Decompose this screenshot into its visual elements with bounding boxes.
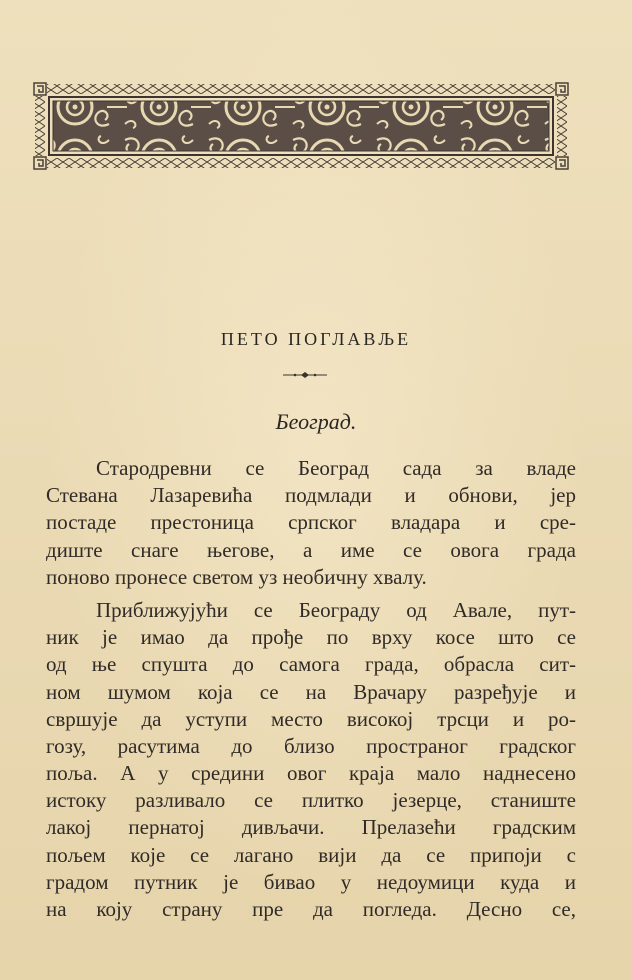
- text-line: ник је имао да прође по врху косе што се: [46, 625, 576, 650]
- text-line: пољем које се лагано вији да се припоји с: [46, 842, 576, 867]
- text-line: постаде престоница српског владара и сре-: [46, 510, 576, 535]
- chapter-title: ПЕТО ПОГЛАВЉЕ: [220, 329, 412, 349]
- text-line: поља. А у средини овог краја мало наднесено: [46, 761, 576, 786]
- section-title: Београд.: [275, 409, 357, 434]
- text-line: Стародревни се Београд сада за владе: [96, 456, 576, 480]
- ornamental-divider: [281, 370, 329, 380]
- text-line: од ње спушта до самога града, обрасла сит-: [46, 652, 576, 677]
- body-text: [46, 455, 576, 923]
- paragraph-1: [46, 455, 576, 591]
- paragraph-2: [46, 597, 576, 923]
- text-line: свршује да уступи место високој трсци и ро-: [46, 706, 576, 731]
- text-line: на коју страну пре да погледа. Десно се,: [46, 897, 576, 921]
- text-line: градом путник је бивао у недоумици куда и: [46, 869, 576, 894]
- text-line: гозу, расутима до близо пространог градског: [46, 733, 576, 758]
- text-line: лакој пернатој дивљачи. Прелазећи градским: [46, 815, 576, 840]
- decorative-headpiece: [33, 82, 569, 170]
- text-line: Стевана Лазаревића подмлади и обнови, јер: [46, 483, 576, 508]
- text-line: диште снаге његове, а име се овога града: [46, 537, 576, 562]
- text-line: поново пронесе светом уз необичну хвалу.: [46, 564, 427, 589]
- text-line: истоку разливало се плитко језерце, станиште: [46, 788, 576, 813]
- text-line: ном шумом која се на Врачару разређује и: [46, 679, 576, 704]
- text-line: Приближујући се Београду од Авале, пут-: [96, 597, 576, 622]
